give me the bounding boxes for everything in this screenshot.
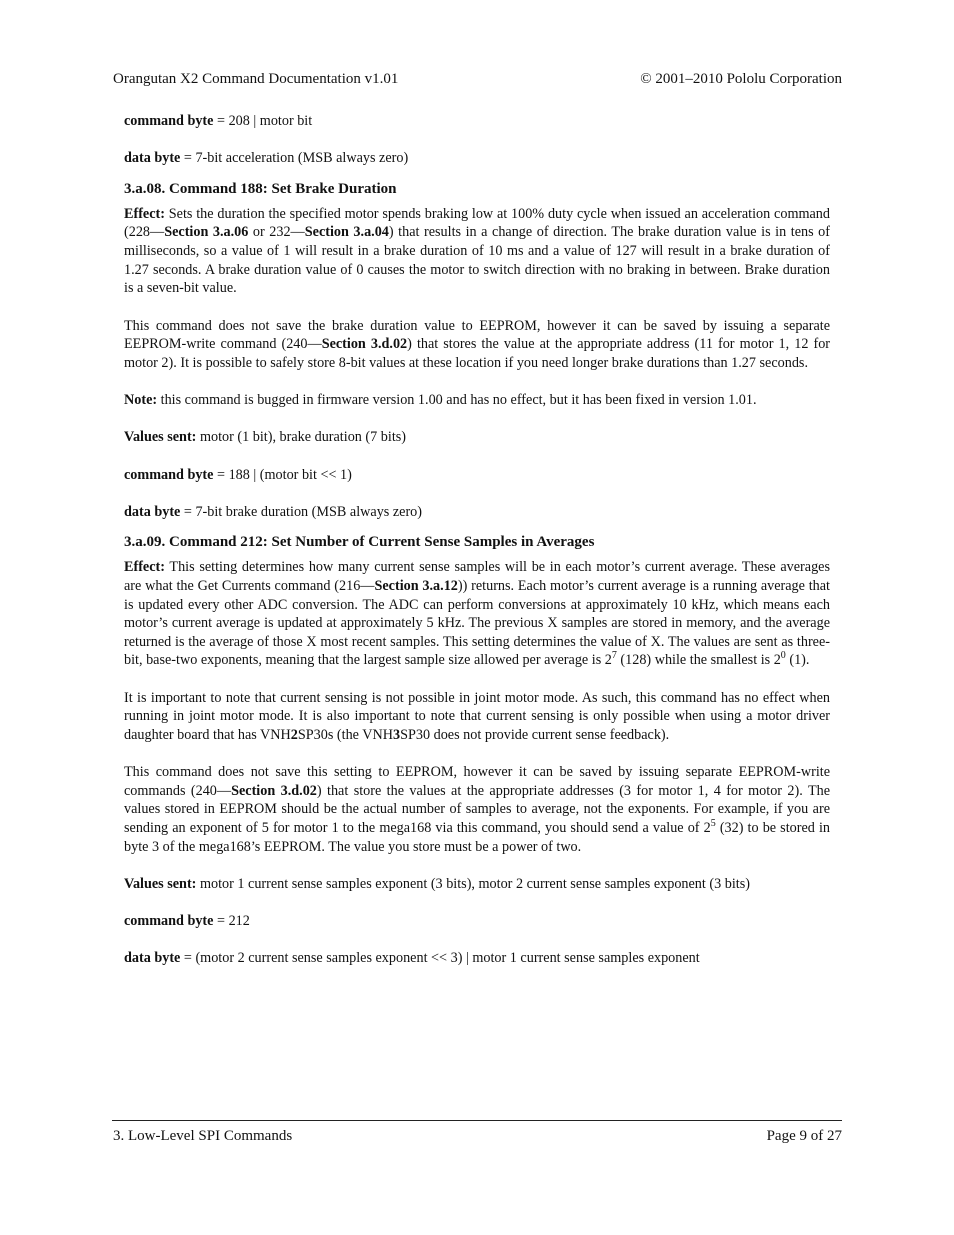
data-byte-label: data byte [124, 503, 181, 520]
paragraph-text: (32) to be stored in byte 3 of the mega168’s EEPROM. The value you store must be a power of two. [124, 819, 830, 855]
paragraph-text: SP30 does not provide current sense feedback). [400, 726, 670, 743]
s08-values-sent [124, 428, 830, 447]
exponent: 5 [710, 817, 716, 829]
s08-eeprom-paragraph [124, 317, 830, 373]
data-byte-label: data byte [124, 950, 181, 967]
s09-command-byte [124, 912, 830, 931]
effect-text: (128) while the smallest is 2 [616, 652, 781, 669]
effect-text: (1). [785, 652, 810, 669]
command-byte-label: command byte [124, 913, 214, 930]
command-byte-value: = 212 [213, 913, 250, 930]
prev-command-byte-line [124, 112, 830, 131]
section-ref: Section 3.d.02 [321, 336, 408, 353]
data-byte-value: = (motor 2 current sense samples exponent << 3) | motor 1 current sense samples exponent [180, 950, 700, 967]
values-sent-text: motor 1 current sense samples exponent (3 bits), motor 2 current sense samples exponent (3 bits) [196, 875, 750, 892]
effect-text: Sets the duration the specified motor spends braking low at 100% duty cycle when issued an acceleration command (228— [124, 205, 830, 241]
footer-chapter: 3. Low-Level SPI Commands [113, 1128, 293, 1144]
paragraph-text: ) that store the values at the appropriate addresses (3 for motor 1, 4 for motor 2). The values stored in EEPROM should be the actual number of samples to average, not the exponents. For example, if you are sending an exponent of 5 for motor 1 to the mega168 via this command, you should send a value of 2 [124, 782, 831, 836]
section-ref: Section 3.a.06 [164, 224, 249, 241]
paragraph-text: ) that stores the value at the appropriate address (11 for motor 1, 12 for motor 2). It is possible to safely store 8-bit values at these location if you need longer brake durations than 1.27 seconds. [124, 336, 831, 371]
s09-eeprom-paragraph [124, 763, 830, 856]
section-heading-3a09: 3.a.09. Command 212: Set Number of Current Sense Samples in Averages [124, 534, 595, 551]
section-ref: Section 3.a.04 [304, 224, 389, 241]
note-text: this command is bugged in firmware version 1.00 and has no effect, but it has been fixed in version 1.01. [157, 392, 757, 408]
section-ref: Section 3.a.12 [374, 578, 458, 595]
s09-values-sent [124, 875, 830, 894]
data-byte-label: data byte [124, 150, 181, 167]
exponent: 7 [611, 650, 617, 662]
s09-joint-mode-paragraph [124, 689, 830, 745]
effect-text: or 232— [248, 224, 305, 241]
note-label: Note: [124, 392, 158, 408]
part-number-digit: 2 [290, 726, 298, 743]
data-byte-value: = 7-bit acceleration (MSB always zero) [180, 150, 409, 167]
command-byte-label: command byte [124, 113, 214, 129]
command-byte-label: command byte [124, 466, 214, 483]
data-byte-value: = 7-bit brake duration (MSB always zero) [180, 503, 422, 520]
effect-text: )) returns. Each motor’s current average is a running average that is updated every other ADC conversion. The ADC can perform conversions at approximately 10 kHz, which means each motor’s current average is updated at approximately 5 kHz. The previous X samples are stored in memory, and the average returned is the average of those X most recent samples. This setting determines the value of X. The values are sent as three-bit, base-two exponents, meaning that the largest sample size allowed per average is 2 [124, 578, 830, 669]
command-byte-value: = 208 | motor bit [213, 113, 313, 129]
header-copyright: © 2001–2010 Pololu Corporation [640, 71, 842, 87]
section-heading-3a08: 3.a.08. Command 188: Set Brake Duration [124, 180, 397, 197]
s08-data-byte [124, 503, 830, 522]
paragraph-text: SP30s (the VNH [297, 726, 394, 743]
command-byte-value: = 188 | (motor bit << 1) [213, 466, 352, 483]
footer-page-number: Page 9 of 27 [766, 1128, 842, 1144]
paragraph-text: This command does not save this setting to EEPROM, however it can be saved by issuing separate EEPROM-write commands (240— [124, 764, 830, 799]
values-sent-label: Values sent: [124, 429, 197, 446]
effect-label: Effect: [124, 559, 165, 576]
s09-data-byte [124, 949, 830, 968]
s09-effect-paragraph [124, 558, 830, 670]
part-number-digit: 3 [393, 726, 401, 743]
paragraph-text: It is important to note that current sensing is not possible in joint motor mode. As such, this command has no effect when running in joint motor mode. It is also important to note that current sensing is only possible when using a motor driver daughter board that has VNH [124, 689, 830, 743]
s08-command-byte [124, 466, 830, 485]
values-sent-text: motor (1 bit), brake duration (7 bits) [196, 429, 407, 446]
header-doc-title: Orangutan X2 Command Documentation v1.01 [113, 71, 399, 87]
prev-data-byte-line [124, 149, 830, 168]
effect-text: ) that results in a change of direction. The brake duration value is in tens of milliseconds, so a value of 1 will result in a brake duration of 10 ms and a value of 127 will result in a brake duration of 1.27 seconds. A brake duration value of 0 causes the motor to switch direction with no braking in between. Brake duration is a seven-bit value. [124, 224, 830, 297]
footer-divider [112, 1120, 842, 1121]
s08-note-paragraph [124, 391, 830, 410]
s08-effect-paragraph [124, 205, 830, 298]
section-ref: Section 3.d.02 [231, 782, 317, 799]
values-sent-label: Values sent: [124, 875, 197, 892]
exponent: 0 [780, 650, 786, 662]
page-content [124, 112, 830, 968]
effect-label: Effect: [124, 205, 165, 222]
effect-text: This setting determines how many current sense samples will be in each motor’s current average. These averages are what the Get Currents command (216— [124, 559, 830, 595]
paragraph-text: This command does not save the brake duration value to EEPROM, however it can be saved by issuing a separate EEPROM-write command (240— [124, 317, 830, 353]
